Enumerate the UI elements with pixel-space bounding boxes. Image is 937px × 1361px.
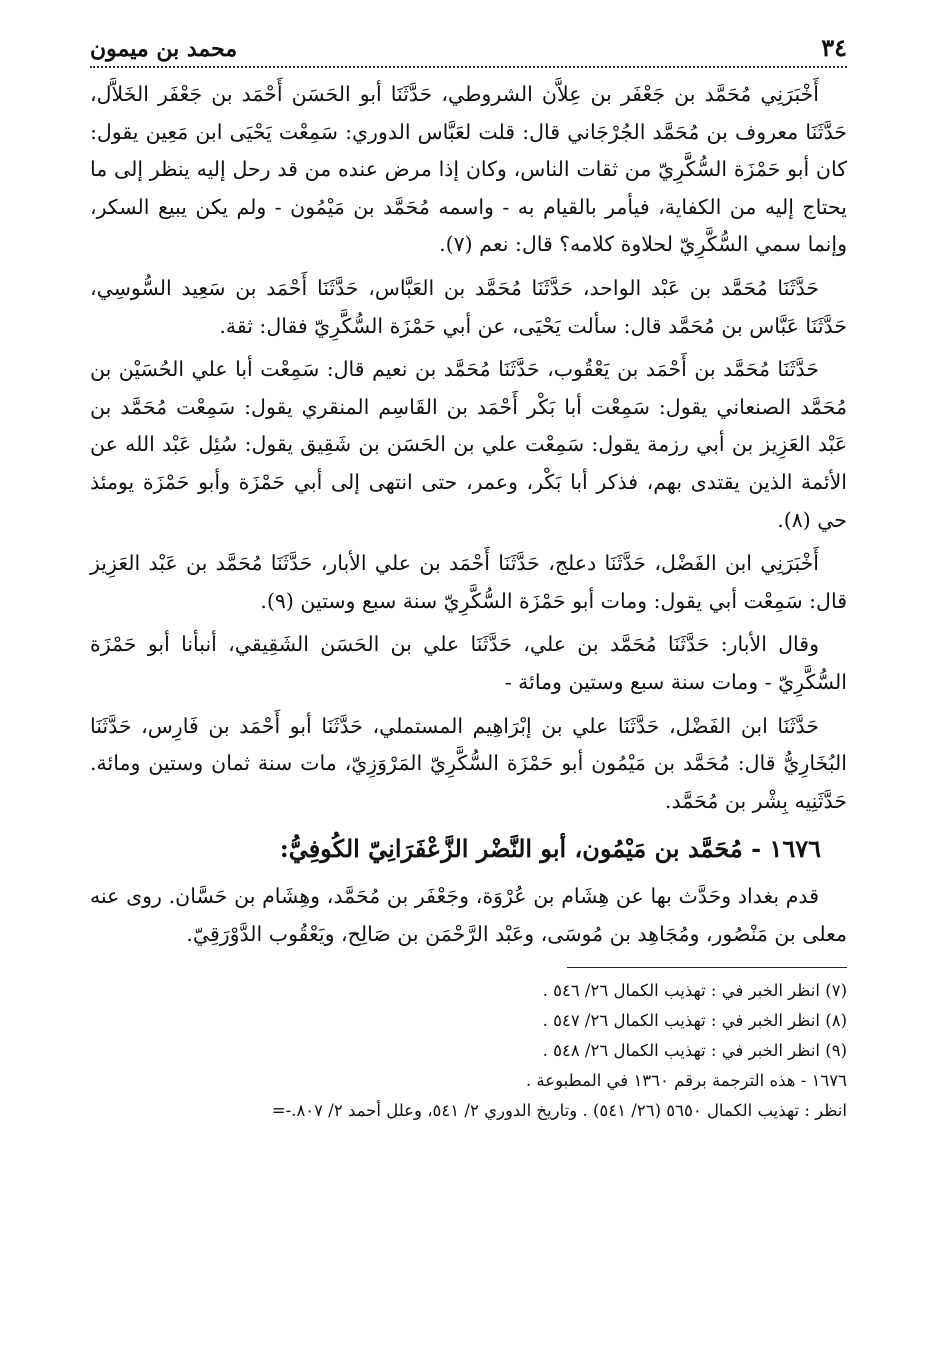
footnote-separator <box>567 967 847 968</box>
running-title: محمد بن ميمون <box>90 36 238 62</box>
footnote: انظر : تهذيب الكمال ٥٦٥٠ (٢٦/ ٥٤١) . وتاريخ الدوري ٢/ ٥٤١، وعلل أحمد ٢/ ٨٠٧.-= <box>271 1101 847 1121</box>
main-text <box>90 76 847 953</box>
paragraph: أَخْبَرَنِي مُحَمَّد بن جَعْفَر بن عِلاَّن الشروطي، حَدَّثَنَا أبو الحَسَن أَحْمَد بن جَعْفَر الخَلاَّل، حَدَّثَنَا معروف بن مُحَمَّد الجُرْجَاني قال: قلت لعَبَّاس الدوري: سَمِعْت يَحْيَى ابن مَعِين يقول: كان أبو حَمْزَة السُّكَّرِيّ من ثقات الناس، وكان إذا مرض عنده من قد رحل إليه ينظر إلى ما يحتاج إليه من الكفاية، فيأمر بالقيام به - واسمه مُحَمَّد بن مَيْمُون - ولم يكن يبيع السكر، وإنما سمي السُّكَّرِيّ لحلاوة كلامه؟ قال: نعم (٧). <box>90 82 847 257</box>
paragraph: حَدَّثَنَا ابن الفَضْل، حَدَّثَنَا علي بن إبْرَاهِيم المستملي، حَدَّثَنَا أبو أَحْمَد بن فَارِس، حَدَّثَنَا البُخَارِيُّ قال: مُحَمَّد بن مَيْمُون أبو حَمْزَة السُّكَّرِيّ المَرْوَزِيّ، مات سنة ثمان وستين ومائة. حَدَّثَنِيه بِشْر بن مُحَمَّد. <box>90 713 847 813</box>
paragraph: حَدَّثَنَا مُحَمَّد بن عَبْد الواحد، حَدَّثَنَا مُحَمَّد بن العَبَّاس، حَدَّثَنَا أَحْمَد بن سَعِيد السُّوسِي، حَدَّثَنَا عَبَّاس بن مُحَمَّد قال: سألت يَحْيَى، عن أبي حَمْزَة السُّكَّرِيّ فقال: ثقة. <box>90 275 847 338</box>
footnote: (٩) انظر الخبر في : تهذيب الكمال ٢٦/ ٥٤٨ . <box>542 1041 847 1061</box>
footnote: (٧) انظر الخبر في : تهذيب الكمال ٢٦/ ٥٤٦ . <box>542 981 847 1001</box>
paragraph: حَدَّثَنَا مُحَمَّد بن أَحْمَد بن يَعْقُوب، حَدَّثَنَا مُحَمَّد بن نعيم قال: سَمِعْت أبا علي الحُسَيْن بن مُحَمَّد الصنعاني يقول: سَمِعْت أبا بَكْر أَحْمَد بن القَاسِم المنقري يقول: سَمِعْت مُحَمَّد بن عَبْد العَزِيز بن أبي رزمة يقول: سَمِعْت علي بن الحَسَن بن شَقِيق يقول: سُئِل عَبْد الله عن الأئمة الذين يقتدى بهم، فذكر أبا بَكْر، وعمر، حتى انتهى إلى أبي حَمْزَة وأبو حَمْزَة يومئذ حي (٨). <box>90 357 847 532</box>
paragraph: قدم بغداد وحَدَّث بها عن هِشَام بن عُرْوَة، وجَعْفَر بن مُحَمَّد، وهِشَام بن حَسَّان. روى عنه معلى بن مَنْصُور، ومُجَاهِد بن مُوسَى، وعَبْد الرَّحْمَن بن صَالِح، ويَعْقُوب الدَّوْرَقِيّ. <box>90 884 847 946</box>
paragraph: أَخْبَرَنِي ابن الفَضْل، حَدَّثَنَا دعلج، حَدَّثَنَا أَحْمَد بن علي الأبار، حَدَّثَنَا مُحَمَّد بن عَبْد العَزِيز قال: سَمِعْت أبي يقول: ومات أبو حَمْزَة السُّكَّرِيّ سنة سبع وستين (٩). <box>90 551 847 613</box>
book-page <box>90 30 847 1340</box>
footnotes <box>90 976 847 1126</box>
footnote: (٨) انظر الخبر في : تهذيب الكمال ٢٦/ ٥٤٧ . <box>542 1011 847 1031</box>
footnote: ١٦٧٦ - هذه الترجمة برقم ١٣٦٠ في المطبوعة . <box>525 1071 847 1091</box>
paragraph: وقال الأبار: حَدَّثَنَا مُحَمَّد بن علي، حَدَّثَنَا علي بن الحَسَن الشَقِيقي، أنبأنا أبو حَمْزَة السُّكَّرِيّ - ومات سنة سبع وستين ومائة - <box>90 632 847 694</box>
biography-heading: ١٦٧٦ - مُحَمَّد بن مَيْمُون، أبو النَّضْر الزَّعْفَرَانِيّ الكُوفِيُّ: <box>279 834 821 864</box>
page-header <box>90 30 847 68</box>
page-number: ٣٤ <box>821 33 847 62</box>
